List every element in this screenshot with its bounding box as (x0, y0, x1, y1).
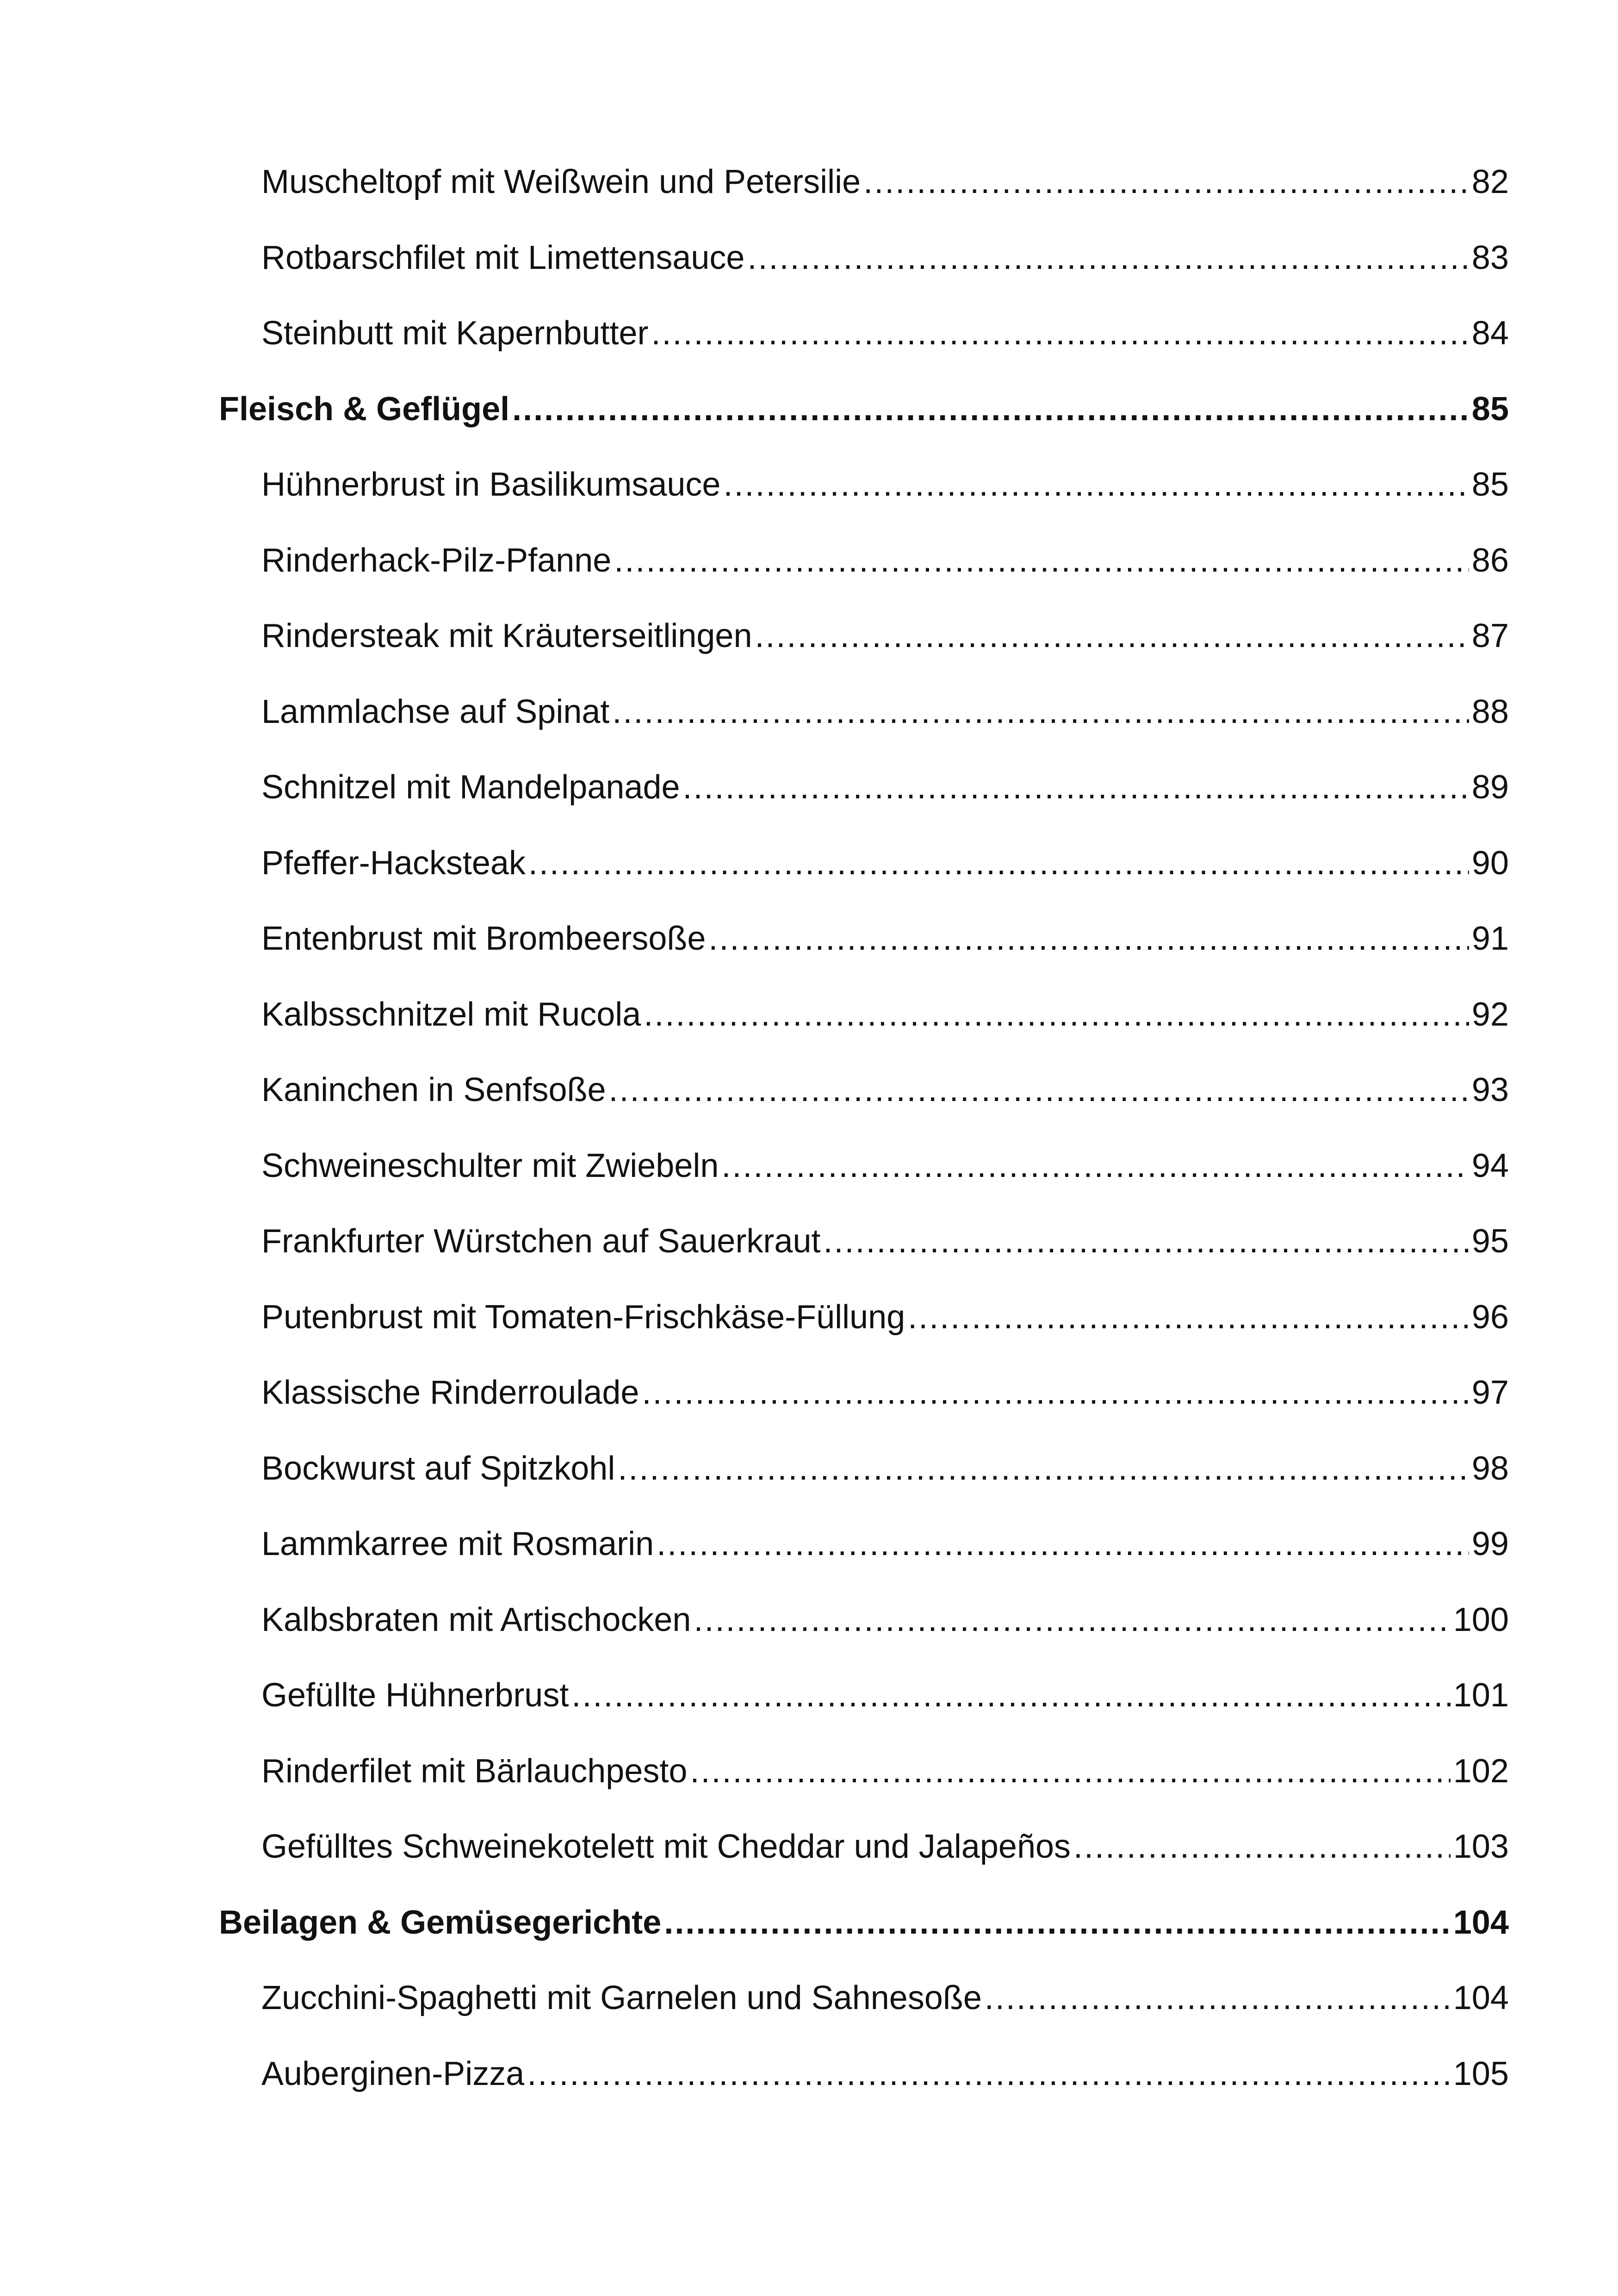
toc-entry-huehnerbrust-basilikum (261, 459, 1509, 510)
dot-leader (528, 838, 1469, 889)
toc-entry-rinderroulade (261, 1367, 1509, 1418)
toc-entry-page: 88 (1471, 693, 1509, 730)
toc-entry-title: Entenbrust mit Brombeersoße (261, 920, 706, 957)
toc-entry-rinderfilet (261, 1746, 1509, 1797)
toc-entry-page: 98 (1471, 1450, 1509, 1487)
toc-entry-title: Kalbsbraten mit Artischocken (261, 1601, 691, 1638)
toc-entry-title: Kalbsschnitzel mit Rucola (261, 996, 641, 1033)
dot-leader (618, 1443, 1469, 1494)
toc-entry-page: 83 (1471, 239, 1509, 276)
toc-entry-schnitzel-mandelpanade (261, 762, 1509, 813)
toc-entry-page: 87 (1471, 617, 1509, 654)
toc-chapter-title: Fleisch & Geflügel (219, 391, 510, 428)
toc-entry-title: Schnitzel mit Mandelpanade (261, 769, 680, 806)
dot-leader (614, 535, 1469, 586)
toc-entry-title: Schweineschulter mit Zwiebeln (261, 1147, 719, 1184)
toc-entry-steinbutt (261, 308, 1509, 359)
toc-entry-schweineschulter (261, 1140, 1509, 1191)
toc-entry-kalbsbraten (261, 1594, 1509, 1645)
dot-leader (609, 1064, 1469, 1115)
toc-entry-kalbsschnitzel (261, 989, 1509, 1040)
dot-leader (642, 1367, 1469, 1418)
toc-entry-entenbrust (261, 913, 1509, 964)
toc-entry-title: Lammkarree mit Rosmarin (261, 1525, 654, 1562)
toc-chapter-fleisch-gefluegel (219, 384, 1509, 435)
toc-entry-page: 99 (1471, 1525, 1509, 1562)
toc-entry-page: 100 (1453, 1601, 1509, 1638)
dot-leader (571, 1670, 1451, 1721)
toc-entry-gefuellte-huehnerbrust (261, 1670, 1509, 1721)
toc-entry-page: 91 (1471, 920, 1509, 957)
toc-entry-title: Muscheltopf mit Weißwein und Petersilie (261, 163, 861, 200)
toc-entry-title: Gefüllte Hühnerbrust (261, 1677, 569, 1714)
toc-entry-title: Rotbarschfilet mit Limettensauce (261, 239, 745, 276)
toc-entry-putenbrust (261, 1292, 1509, 1343)
toc-entry-title: Steinbutt mit Kapernbutter (261, 315, 649, 352)
toc-entry-page: 84 (1471, 315, 1509, 352)
toc-entry-page: 96 (1471, 1299, 1509, 1336)
dot-leader (664, 1897, 1451, 1948)
dot-leader (723, 459, 1469, 510)
toc-entry-kaninchen (261, 1064, 1509, 1115)
toc-entry-title: Rinderfilet mit Bärlauchpesto (261, 1753, 688, 1790)
toc-entry-title: Zucchini-Spaghetti mit Garnelen und Sahnesoße (261, 1979, 982, 2016)
toc-entry-lammlachse (261, 686, 1509, 737)
toc-chapter-beilagen-gemuese (219, 1897, 1509, 1948)
toc-entry-title: Lammlachse auf Spinat (261, 693, 610, 730)
toc-entry-bockwurst (261, 1443, 1509, 1494)
toc-entry-page: 93 (1471, 1071, 1509, 1108)
toc-entry-page: 101 (1453, 1677, 1509, 1714)
dot-leader (612, 686, 1469, 737)
toc-entry-title: Hühnerbrust in Basilikumsauce (261, 466, 721, 503)
dot-leader (908, 1292, 1469, 1343)
toc-entry-schweinekotelett (261, 1821, 1509, 1872)
toc-entry-page: 89 (1471, 769, 1509, 806)
toc-entry-page: 97 (1471, 1374, 1509, 1411)
dot-leader (824, 1216, 1469, 1267)
dot-leader (1073, 1821, 1451, 1872)
toc-entry-title: Putenbrust mit Tomaten-Frischkäse-Füllung (261, 1299, 905, 1336)
toc-entry-title: Frankfurter Würstchen auf Sauerkraut (261, 1223, 821, 1260)
toc-entry-page: 92 (1471, 996, 1509, 1033)
toc-entry-page: 90 (1471, 845, 1509, 882)
dot-leader (863, 156, 1469, 207)
toc-entry-title: Gefülltes Schweinekotelett mit Cheddar und Jalapeños (261, 1828, 1071, 1865)
toc-chapter-page: 85 (1471, 391, 1509, 428)
toc-chapter-title: Beilagen & Gemüsegerichte (219, 1904, 662, 1941)
table-of-contents (0, 156, 1618, 2137)
toc-entry-lammkarree (261, 1518, 1509, 1569)
dot-leader (512, 384, 1469, 435)
dot-leader (683, 762, 1469, 813)
dot-leader (651, 308, 1469, 359)
toc-entry-page: 102 (1453, 1753, 1509, 1790)
dot-leader (657, 1518, 1469, 1569)
toc-entry-title: Rindersteak mit Kräuterseitlingen (261, 617, 752, 654)
toc-entry-page: 86 (1471, 542, 1509, 579)
toc-entry-page: 95 (1471, 1223, 1509, 1260)
toc-entry-title: Klassische Rinderroulade (261, 1374, 639, 1411)
toc-entry-zucchini-spaghetti (261, 1972, 1509, 2023)
toc-chapter-page: 104 (1453, 1904, 1509, 1941)
toc-entry-title: Bockwurst auf Spitzkohl (261, 1450, 615, 1487)
toc-entry-page: 105 (1453, 2055, 1509, 2092)
dot-leader (694, 1594, 1450, 1645)
toc-entry-page: 103 (1453, 1828, 1509, 1865)
dot-leader (755, 610, 1469, 661)
dot-leader (721, 1140, 1469, 1191)
toc-entry-title: Rinderhack-Pilz-Pfanne (261, 542, 612, 579)
toc-entry-title: Kaninchen in Senfsoße (261, 1071, 606, 1108)
toc-entry-title: Pfeffer-Hacksteak (261, 845, 526, 882)
toc-entry-rindersteak (261, 610, 1509, 661)
dot-leader (527, 2048, 1451, 2099)
toc-entry-title: Auberginen-Pizza (261, 2055, 525, 2092)
dot-leader (690, 1746, 1450, 1797)
dot-leader (644, 989, 1469, 1040)
dot-leader (747, 232, 1469, 283)
dot-leader (985, 1972, 1451, 2023)
toc-entry-page: 94 (1471, 1147, 1509, 1184)
toc-entry-muscheltopf (261, 156, 1509, 207)
toc-entry-pfeffer-hacksteak (261, 838, 1509, 889)
toc-entry-frankfurter-wuerstchen (261, 1216, 1509, 1267)
toc-entry-page: 82 (1471, 163, 1509, 200)
dot-leader (708, 913, 1469, 964)
toc-entry-page: 104 (1453, 1979, 1509, 2016)
toc-entry-rinderhack-pilz-pfanne (261, 535, 1509, 586)
toc-entry-rotbarschfilet (261, 232, 1509, 283)
toc-entry-auberginen-pizza (261, 2048, 1509, 2099)
toc-entry-page: 85 (1471, 466, 1509, 503)
